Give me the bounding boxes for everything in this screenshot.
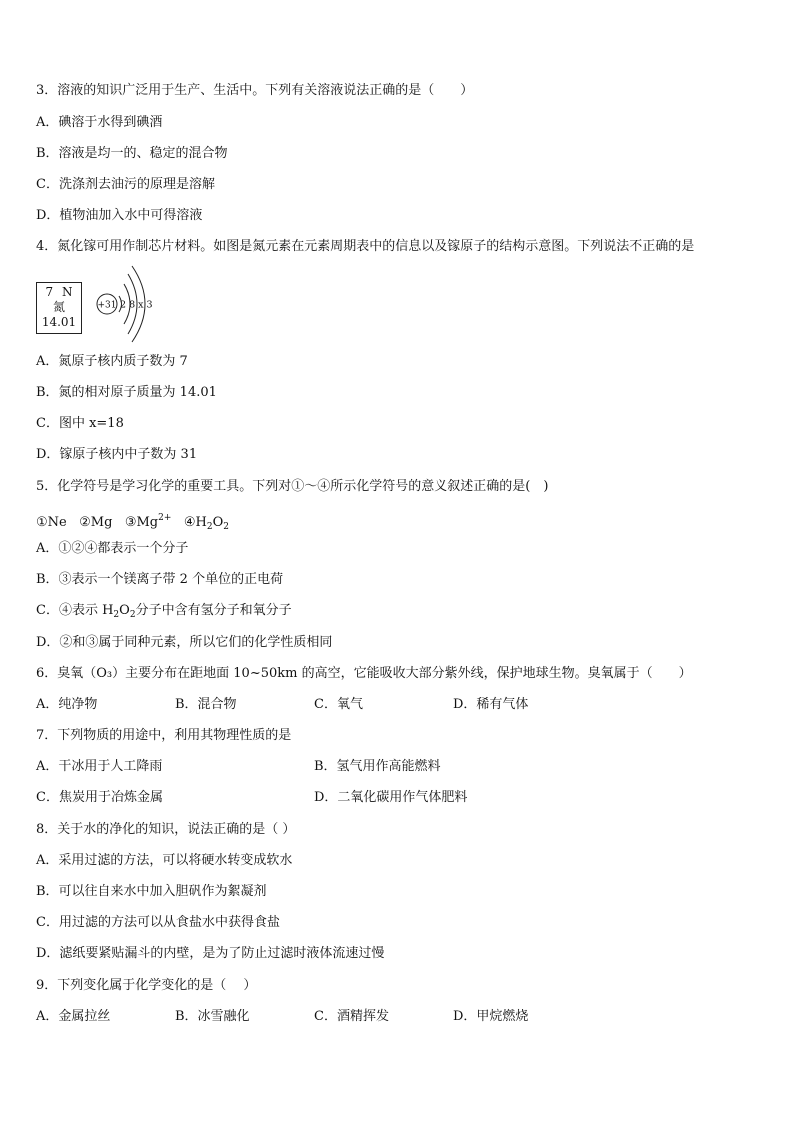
nucleus-charge: +31 [97,300,117,311]
element-mass: 14.01 [41,315,77,329]
q8-option-b: B．可以往自来水中加入胆矾作为絮凝剂 [36,884,267,899]
q3-option-a: A．碘溶于水得到碘酒 [36,115,163,130]
q7-stem: 7．下列物质的用途中，利用其物理性质的是 [36,728,292,743]
q8-option-c: C．用过滤的方法可以从食盐水中获得食盐 [36,915,280,930]
element-info-box [36,282,82,334]
q4-option-d: D．镓原子核内中子数为 31 [36,447,198,462]
q3-option-b: B．溶液是均一的、稳定的混合物 [36,146,228,161]
q5-stem: 5．化学符号是学习化学的重要工具。下列对①～④所示化学符号的意义叙述正确的是( ) [36,479,549,494]
q4-option-b: B．氮的相对原子质量为 14.01 [36,385,217,400]
q4-stem: 4．氮化镓可用作制芯片材料。如图是氮元素在元素周期表中的信息以及镓原子的结构示意图。下列说法不正确的是 [36,239,695,254]
q7-option-d: D．二氧化碳用作气体肥料 [314,790,468,805]
q5-option-d: D．②和③属于同种元素，所以它们的化学性质相同 [36,635,333,650]
q9-option-a: A．金属拉丝 [36,1009,111,1024]
element-symbol: N [62,285,73,299]
q6-option-a: A．纯净物 [36,697,98,712]
q8-option-d: D．滤纸要紧贴漏斗的内壁，是为了防止过滤时液体流速过慢 [36,946,385,961]
q9-option-d: D．甲烷燃烧 [453,1009,529,1024]
q6-option-b: B．混合物 [175,697,237,712]
q9-stem: 9．下列变化属于化学变化的是（ ） [36,978,257,993]
q7-option-b: B．氢气用作高能燃料 [314,759,441,774]
q8-stem: 8．关于水的净化的知识，说法正确的是（ ） [36,822,296,837]
shell-electrons: 2 8 x 3 [120,299,153,311]
q6-option-d: D．稀有气体 [453,697,529,712]
symbol-3: $③Mg^{2+}$ [124,513,172,530]
symbol-1: ①Ne [36,515,67,530]
q5-option-c: C．④表示 $H_2O_2$分子中含有氢分子和氧分子 [36,603,292,620]
element-atomic-number: 7 [45,285,54,299]
gallium-atom-diagram [92,262,172,346]
q7-option-c: C．焦炭用于冶炼金属 [36,790,163,805]
element-name: 氮 [52,300,65,314]
symbol-2: ②Mg [79,515,113,530]
q5-symbols [36,509,229,536]
q5-option-b: B．③表示一个镁离子带 2 个单位的正电荷 [36,572,284,587]
q6-option-c: C．氧气 [314,697,363,712]
q3-option-d: D．植物油加入水中可得溶液 [36,208,203,223]
q9-option-c: C．酒精挥发 [314,1009,389,1024]
q9-option-b: B．冰雪融化 [175,1009,250,1024]
q3-option-c: C．洗涤剂去油污的原理是溶解 [36,177,215,192]
q8-option-a: A．采用过滤的方法，可以将硬水转变成软水 [36,853,293,868]
q4-option-c: C．图中 x=18 [36,416,124,431]
symbol-4: $④H_2O_2$ [183,515,229,532]
q7-option-a: A．干冰用于人工降雨 [36,759,163,774]
q5-option-a: A．①②④都表示一个分子 [36,541,189,556]
q3-stem: 3．溶液的知识广泛用于生产、生活中。下列有关溶液说法正确的是（ ） [36,83,474,98]
q6-stem: 6．臭氧（O₃）主要分布在距地面 10~50km 的高空，它能吸收大部分紫外线，保护地球生物。臭氧属于（ ） [36,666,692,681]
q4-option-a: A．氮原子核内质子数为 7 [36,354,188,369]
